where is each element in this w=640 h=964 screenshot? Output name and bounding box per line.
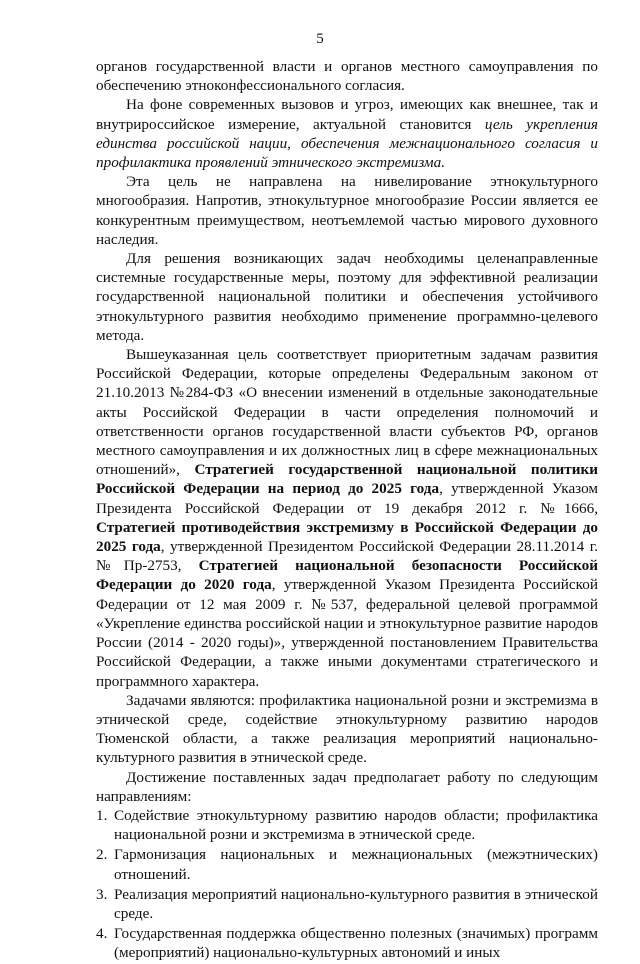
paragraph-2 [96, 95, 598, 172]
p5-text-e: , утвержденной Указом Президента Российской Федерации от 12 мая 2009 г. №537, федеральной целевой программой «Укрепление единства российской нации и этнокультурное развитие народов России (2014 - 2020 годы)», утвержденной постановлением Правительства Российской Федерации, а также иными документами стратегического и программного характера. [96, 576, 599, 690]
list-item [96, 845, 598, 883]
list-item [96, 885, 598, 923]
paragraph-2-text: На фоне современных вызовов и угроз, имеющих как внешнее, так и внутрироссийское измерение, актуальной становится [96, 96, 598, 133]
p5-text-a: Вышеуказанная цель соответствует приоритетным задачам развития Российской Федерации, которые определены Федеральным законом от 21.10.2013 №284-ФЗ «О внесении изменений в отдельные законодательные акты Российской Федерации в части определения полномочий и ответственности органов государственной власти субъектов РФ, органов местного самоуправления и их должностных лиц в сфере межнациональных отношений», [96, 346, 598, 479]
list-item-text: Содействие этнокультурному развитию народов области; профилактика национальной розни и экстремизма в этнической среде. [114, 806, 598, 844]
list-item-number: 3. [96, 885, 108, 903]
p5-text-d: , утвержденной Президентом Российской Федерации 28.11.2014 г. №Пр-2753, [96, 538, 598, 575]
paragraph-4: Для решения возникающих задач необходимы целенаправленные системные государственные меры, поэтому для эффективной реализации государственной национальной политики и обеспечения устойчивого этнокультурного развития необходимо применение программно-целевого метода. [96, 250, 598, 344]
paragraph-1: органов государственной власти и органов местного самоуправления по обеспечению этноконфессионального согласия. [96, 58, 598, 95]
list-item-text: Реализация мероприятий национально-культурного развития в этнической среде. [114, 885, 598, 922]
list-item-text: Гармонизация национальных и межнациональных (межэтнических) отношений. [114, 846, 598, 883]
directions-list [96, 806, 598, 963]
strategy-national-policy: Стратегией государственной национальной политики Российской Федерации на период до 2025 года [96, 461, 598, 498]
list-item-number: 2. [96, 846, 108, 864]
p5-text-c: , утвержденной Указом Президента Российской Федерации от 19 декабря 2012 г. №1666, [96, 480, 599, 517]
list-item-text: Государственная поддержка общественно полезных (значимых) программ (мероприятий) национально-культурных автономий и иных [114, 925, 598, 962]
strategy-counter-extremism: Стратегией противодействия экстремизму в Российской Федерации до 2025 года [96, 518, 598, 556]
page-number: 5 [316, 31, 324, 47]
paragraph-3: Эта цель не направлена на нивелирование этнокультурного многообразия. Напротив, этнокультурное многообразие России является ее конкурентным преимуществом, неотъемлемой частью мирового духовного наследия. [96, 173, 598, 248]
list-item [96, 924, 598, 962]
list-item-number: 1. [96, 806, 108, 824]
paragraph-2-emphasis: цель укрепления единства российской нации, обеспечения межнационального согласия и профилактика проявлений этнического экстремизма. [96, 115, 598, 172]
document-body [96, 57, 598, 964]
strategy-national-security: Стратегией национальной безопасности Российской Федерации до 2020 года [96, 557, 598, 594]
list-item [96, 806, 598, 844]
paragraph-5 [96, 345, 598, 691]
paragraph-7: Достижение поставленных задач предполагает работу по следующим направлениям: [96, 768, 598, 805]
list-item-number: 4. [96, 925, 108, 943]
paragraph-6: Задачами являются: профилактика национальной розни и экстремизма в этнической среде, содействие этнокультурному развитию народов Тюменской области, а также реализация мероприятий национально-культурного развития в этнической среде. [96, 691, 598, 767]
